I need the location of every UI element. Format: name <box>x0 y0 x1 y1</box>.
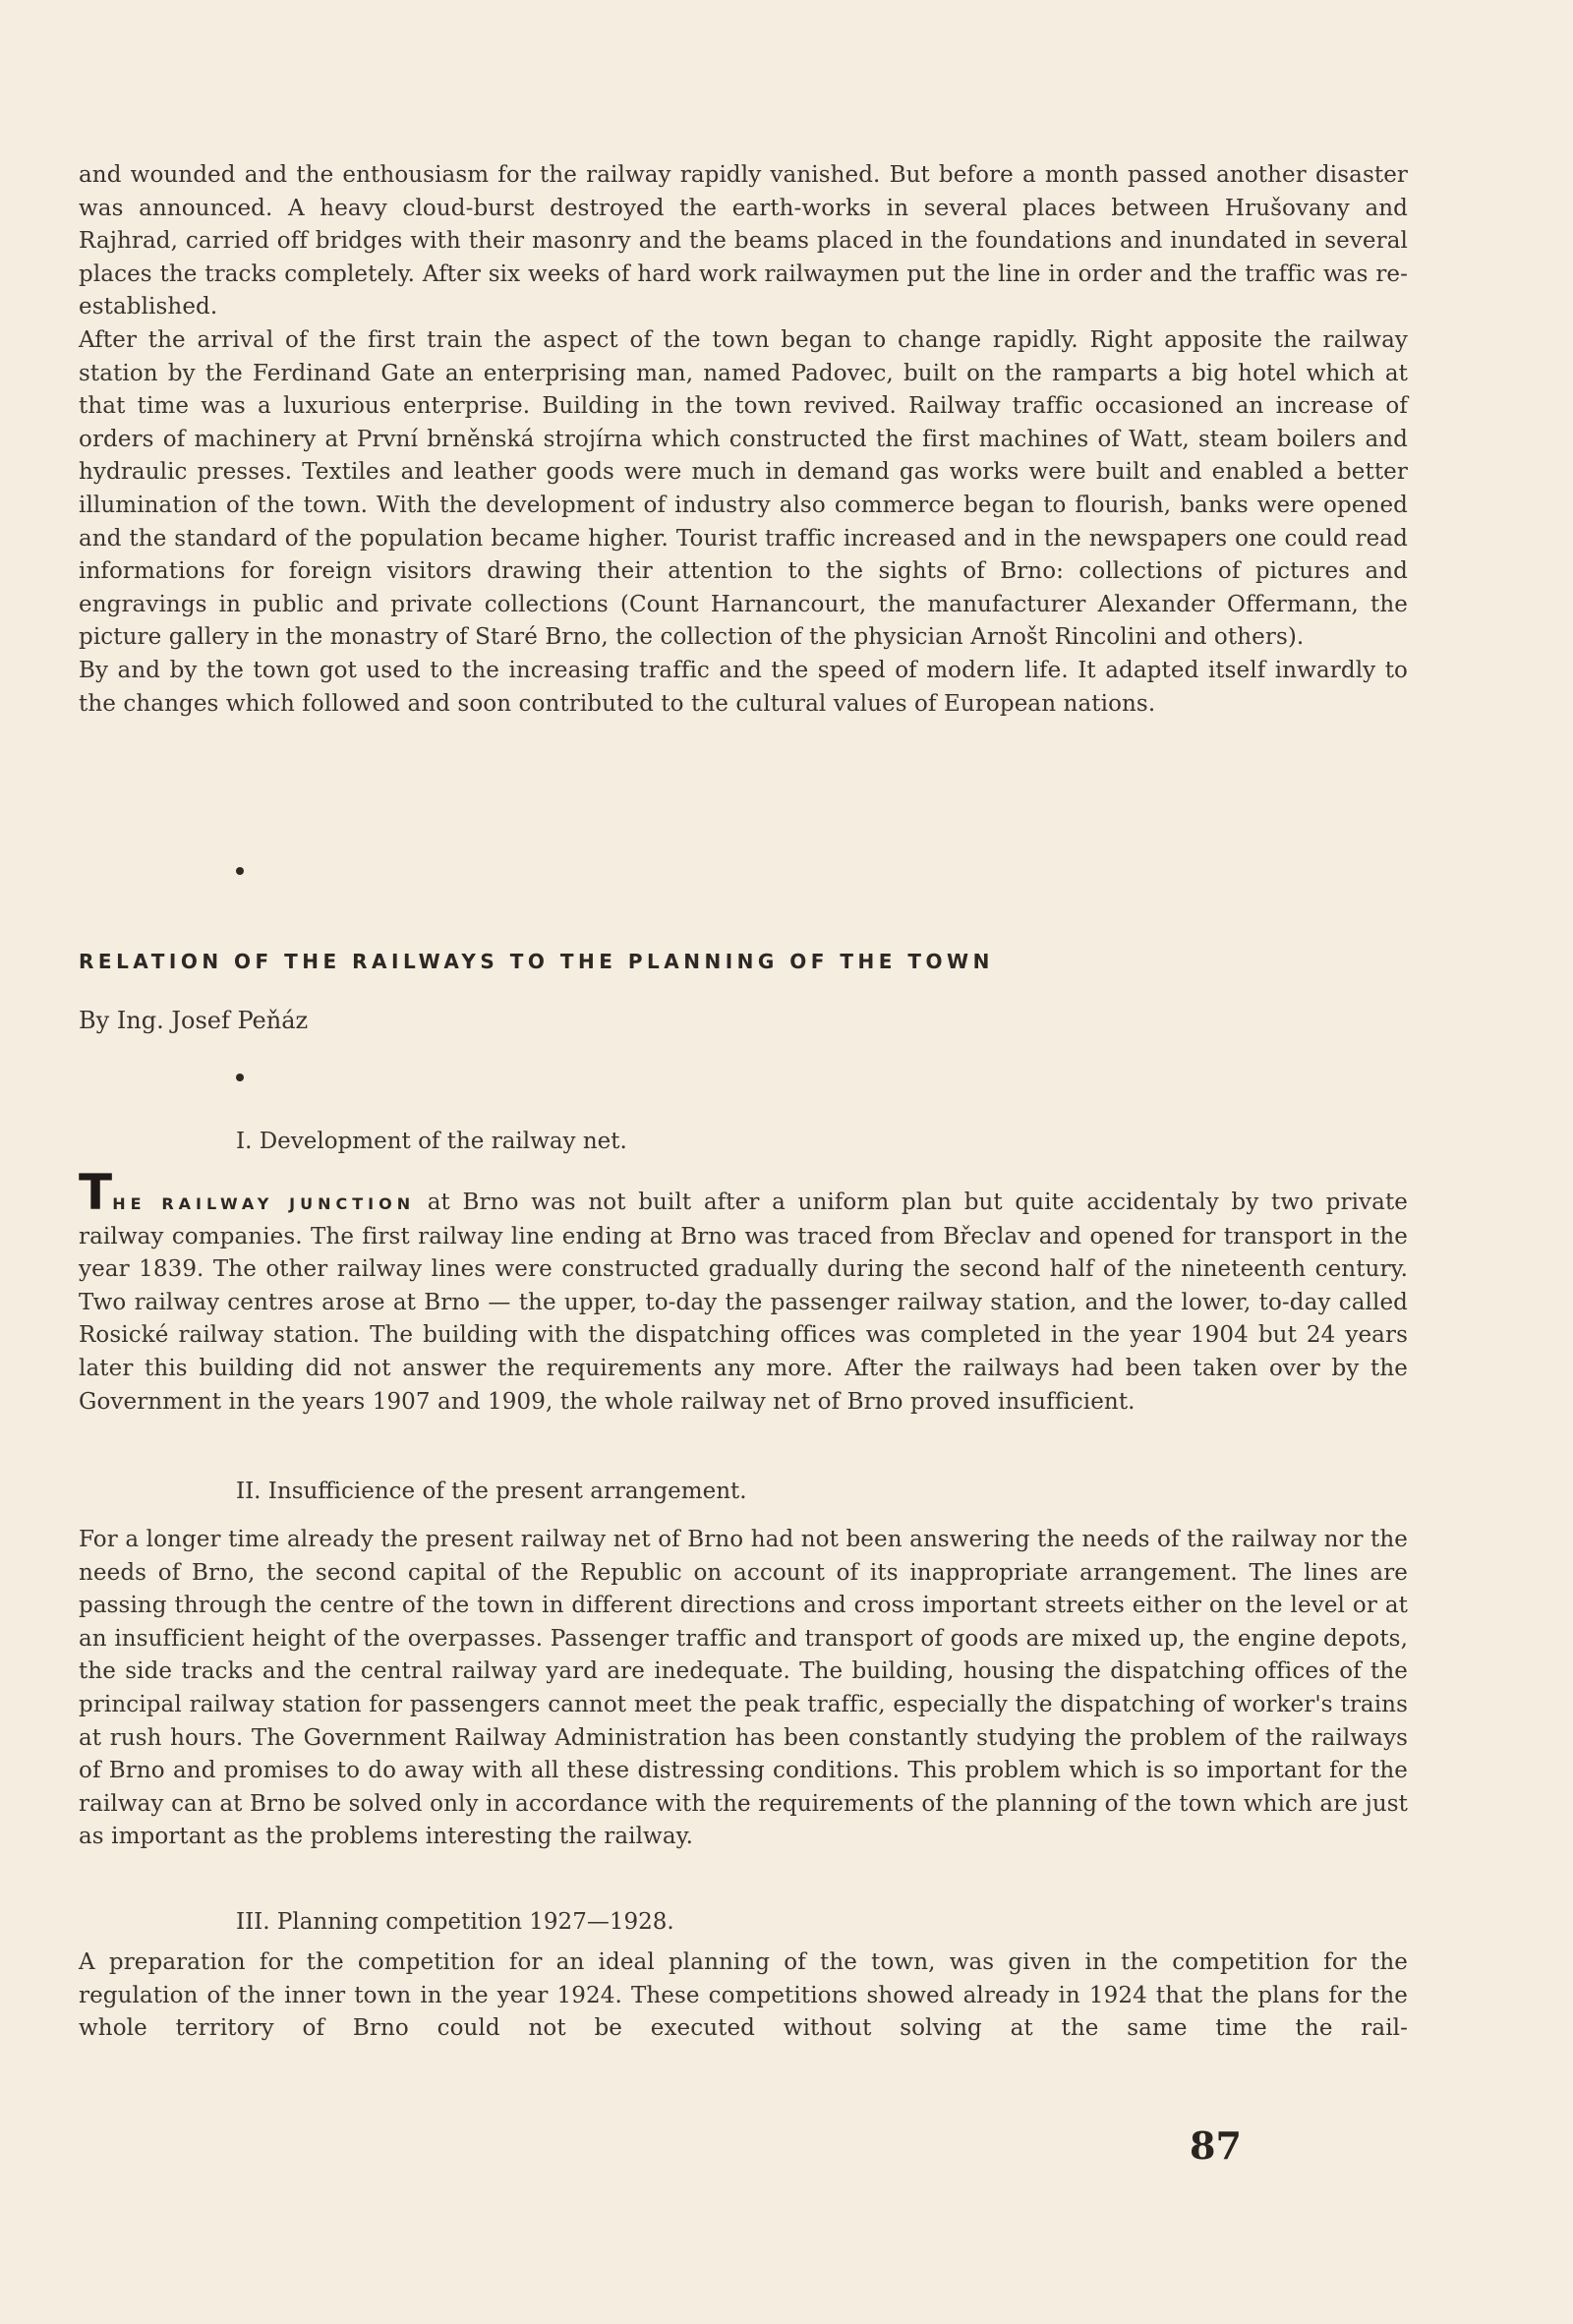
intro-paragraph-2: After the arrival of the first train the aspect of the town began to change rapidly. Right apposite the railway station by the Ferdinand Gate an enterprising man, named Padovec, built on the ramparts a big hotel which at that time was a luxurious enterprise. Building in the town revived. Railway traffic occasioned an increase of orders of machinery at První brněnská strojírna which constructed the first machines of Watt, steam boilers and hydraulic presses. Textiles and leather goods were much in demand gas works were built and enabled a better illumination of the town. With the development of industry also commerce began to flourish, banks were opened and the standard of the population became higher. Tourist traffic increased and in the newspapers one could read informations for foreign visitors drawing their attention to the sights of Brno: collections of pictures and engravings in public and private collections (Count Harnancourt, the manufacturer Alexander Offermann, the picture gallery in the monastry of Staré Brno, the collection of the physician Arnošt Rincolini and others). <box>79 326 1408 651</box>
article-byline: By Ing. Josef Peňáz <box>79 1007 309 1034</box>
drop-cap: T <box>79 1164 113 1221</box>
section-3-heading: III. Planning competition 1927—1928. <box>236 1909 674 1935</box>
section-2-heading: II. Insufficience of the present arrangement. <box>236 1479 747 1504</box>
intro-paragraph-3: By and by the town got used to the increasing traffic and the speed of modern life. It adapted itself inwardly to the changes which followed and soon contributed to the cultural values of European nations. <box>79 657 1408 717</box>
section-1-paragraph <box>79 1164 1409 1419</box>
section-3-paragraph: A preparation for the competition for an ideal planning of the town, was given in the competition for the regulation of the inner town in the year 1924. These competitions showed already in 1924 that the plans for the whole territory of Brno could not be executed without solving at the same time the rail- <box>79 1949 1408 2042</box>
section-1-text: at Brno was not built after a uniform plan but quite accidentaly by two private railway companies. The first railway line ending at Brno was traced from Břeclav and opened for transport in the year 1839. The other railway lines were constructed gradually during the second half of the nineteenth century. Two railway centres arose at Brno — the upper, to-day the passenger railway station, and the lower, to-day called Rosické railway station. The building with the dispatching offices was completed in the year 1904 but 24 years later this building did not answer the requirements any more. After the railways had been taken over by the Government in the years 1907 and 1909, the whole railway net of Brno proved insufficient. <box>79 1190 1409 1415</box>
page-number: 87 <box>1190 2123 1242 2168</box>
separator-bullet <box>236 1074 244 1081</box>
section-1-heading: I. Development of the railway net. <box>236 1129 627 1154</box>
lead-in: HE RAILWAY JUNCTION <box>112 1194 416 1213</box>
section-3-body <box>79 1946 1408 2046</box>
section-2-body <box>79 1524 1408 1854</box>
section-1-body <box>79 1164 1409 1419</box>
intro-text <box>79 159 1408 721</box>
intro-paragraph-1: and wounded and the enthousiasm for the railway rapidly vanished. But before a month passed another disaster was announced. A heavy cloud-burst destroyed the earth-works in several places between Hrušovany and Rajhrad, carried off bridges with their masonry and the beams placed in the foundations and inundated in several places the tracks completely. After six weeks of hard work railwaymen put the line in order and the traffic was re-established. <box>79 162 1408 320</box>
separator-bullet <box>236 867 244 875</box>
section-2-paragraph: For a longer time already the present railway net of Brno had not been answering the needs of the railway nor the needs of Brno, the second capital of the Republic on account of its inappropriate arrangement. The lines are passing through the centre of the town in different directions and cross important streets either on the level or at an insufficient height of the overpasses. Passenger traffic and transport of goods are mixed up, the engine depots, the side tracks and the central railway yard are inedequate. The building, housing the dispatching offices of the principal railway station for passengers cannot meet the peak traffic, especially the dispatching of worker's trains at rush hours. The Government Railway Administration has been constantly studying the problem of the railways of Brno and promises to do away with all these distressing conditions. This problem which is so important for the railway can at Brno be solved only in accordance with the requirements of the planning of the town which are just as important as the problems interesting the railway. <box>79 1527 1408 1850</box>
article-title: RELATION OF THE RAILWAYS TO THE PLANNING OF THE TOWN <box>79 950 994 973</box>
